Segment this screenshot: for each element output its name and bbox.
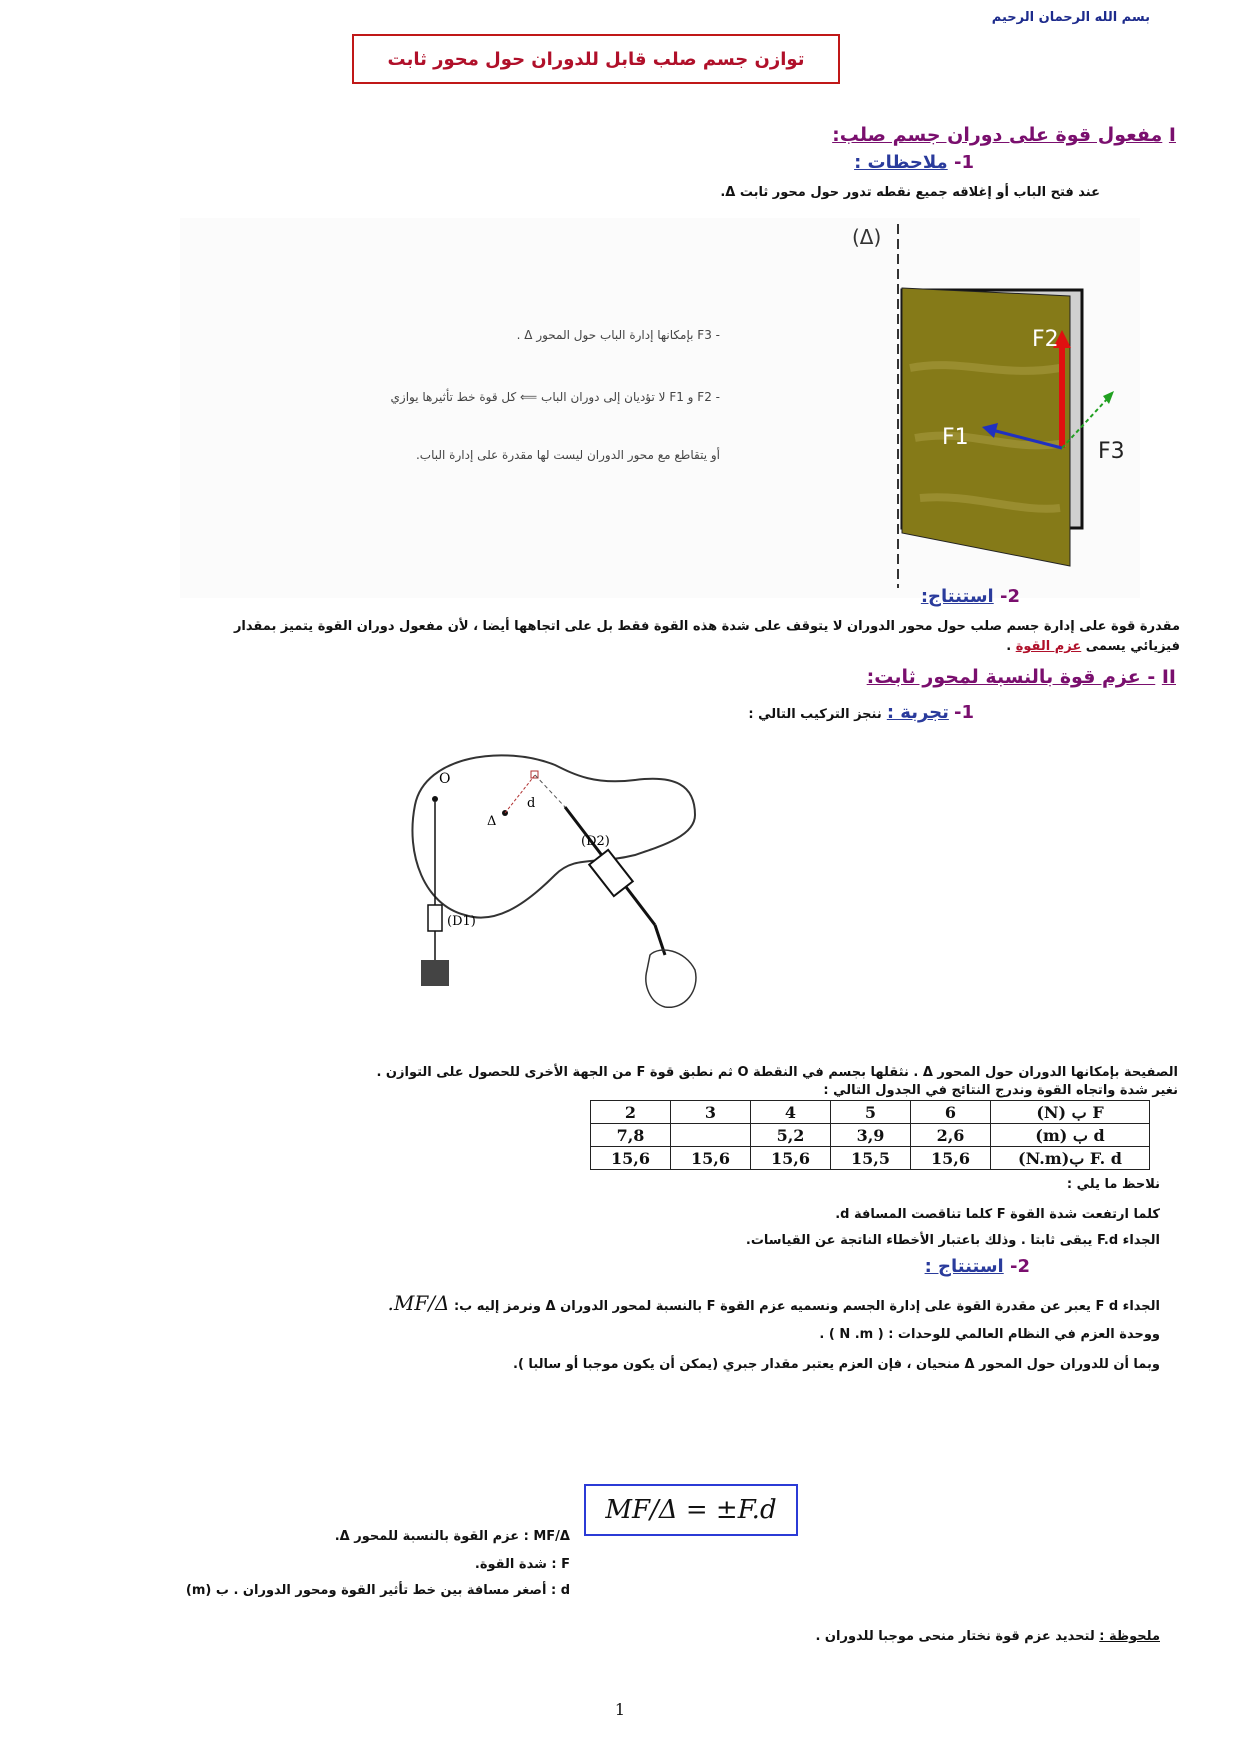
remark — [600, 1628, 1160, 1646]
point-o — [432, 796, 438, 802]
d-label: d — [527, 796, 536, 811]
table-row — [591, 1124, 1150, 1147]
axis-label: (Δ) — [852, 225, 882, 249]
page-number: 1 — [614, 1700, 626, 1719]
dynamometer-d1 — [428, 905, 442, 931]
plate-outline — [412, 755, 695, 917]
deduce-algebraic: وبما أن للدوران حول المحور Δ منحيان ، فإن العزم يعتبر مقدار جبري (يمكن أن يكون موجبا أو سالبا ). — [513, 1357, 1160, 1372]
sub-1-number: 1- — [953, 152, 974, 173]
deduce-line-1 — [120, 1291, 1160, 1316]
deduce-text: الجداء F d يعبر عن مقدرة القوة على إدارة الجسم ونسميه عزم القوة F بالنسبة لمحور الدوران Δ ونرمز إليه ب: — [453, 1299, 1160, 1314]
exp-intro: ننجز التركيب التالي : — [748, 707, 882, 722]
hand-icon — [646, 950, 696, 1007]
table-cell: 5,2 — [751, 1124, 831, 1147]
section-1-number: I — [1168, 124, 1176, 146]
moment-formula: MF/Δ = ±F.d — [584, 1484, 798, 1536]
table-cell: 15,6 — [911, 1147, 991, 1170]
door-note-1: - F3 بإمكانها إدارة الباب حول المحور Δ . — [516, 328, 720, 342]
section-1-title: مفعول قوة على دوران جسم صلب: — [832, 124, 1163, 146]
d2-label: (D2) — [581, 834, 610, 849]
sub-1-title: ملاحظات : — [854, 152, 948, 173]
door-note-3: أو يتقاطع مع محور الدوران ليست لها مقدرة على إدارة الباب. — [415, 448, 720, 462]
row-label: d ب (m) — [991, 1124, 1150, 1147]
table-cell: 7,8 — [591, 1124, 671, 1147]
conclusion-post: . — [1006, 639, 1012, 654]
deduce-heading — [780, 1256, 1030, 1277]
row-label: F ب (N) — [991, 1101, 1150, 1124]
f2-label: F2 — [1032, 327, 1059, 352]
remark-label: ملحوظة : — [1099, 1629, 1160, 1644]
remark-text: لتحديد عزم قوة نختار منحى موجبا للدوران . — [815, 1629, 1095, 1644]
section-1-heading — [600, 124, 1176, 146]
delta-label: Δ — [487, 814, 497, 829]
exp-description: الصفيحة بإمكانها الدوران حول المحور Δ . نثقلها بجسم في النقطة O ثم نطبق قوة F من الجهة الأخرى للحصول على التوازن . — [376, 1065, 1178, 1080]
section-2-title: - عزم قوة بالنسبة لمحور ثابت: — [866, 666, 1156, 688]
def-distance: d : أصغر مسافة بين خط تأثير القوة ومحور الدوران . ب (m) — [185, 1583, 570, 1598]
door-note-2: - F2 و F1 لا تؤديان إلى دوران الباب ⟸ كل قوة خط تأثيرها يوازي — [390, 390, 720, 404]
o-label: O — [439, 771, 451, 787]
table-cell: 3 — [671, 1101, 751, 1124]
conclusion-line-1: مقدرة قوة على إدارة جسم صلب حول محور الدوران لا يتوقف على شدة هذه القوة فقط بل على اتجاهها أيضا ، لأن مفعول دوران القوة يتميز بمقدار — [233, 619, 1180, 634]
table-row — [591, 1147, 1150, 1170]
f3-label: F3 — [1098, 439, 1125, 464]
sub-2-number: 2- — [999, 586, 1020, 607]
torque-term: عزم القوة — [1015, 639, 1082, 654]
force-line-extension — [535, 775, 565, 807]
d1-label: (D1) — [447, 914, 476, 929]
f1-label: F1 — [942, 425, 969, 450]
exp-table-intro: نغير شدة واتجاه القوة وندرج النتائج في الجدول التالي : — [823, 1083, 1178, 1098]
observe-1: كلما ارتفعت شدة القوة F كلما تناقصت المسافة d. — [835, 1207, 1160, 1222]
page-title: توازن جسم صلب قابل للدوران حول محور ثابت — [352, 34, 840, 84]
section-2-heading — [700, 666, 1176, 688]
exp-title: تجربة : — [886, 702, 949, 723]
table-cell: 15,6 — [751, 1147, 831, 1170]
moment-symbol: MF/Δ. — [387, 1291, 450, 1315]
door-figure — [180, 218, 1140, 598]
table-cell: 2,6 — [911, 1124, 991, 1147]
deduce-number: 2- — [1009, 1256, 1030, 1277]
experiment-figure — [395, 745, 815, 1045]
table-cell: 15,5 — [831, 1147, 911, 1170]
def-moment: MF/Δ : عزم القوة بالنسبة للمحور Δ. — [334, 1529, 570, 1544]
results-table — [590, 1100, 1150, 1170]
table-cell — [671, 1124, 751, 1147]
table-cell: 15,6 — [591, 1147, 671, 1170]
observe-2: الجداء F.d يبقى ثابتا . وذلك باعتبار الأخطاء الناتجة عن القياسات. — [745, 1233, 1160, 1248]
table-cell: 5 — [831, 1101, 911, 1124]
deduce-unit: ووحدة العزم في النظام العالمي للوحدات : ( N .m ) . — [819, 1327, 1160, 1342]
table-cell: 15,6 — [671, 1147, 751, 1170]
conclusion-line-2 — [10, 638, 1180, 656]
def-force: F : شدة القوة. — [474, 1557, 570, 1572]
section-2-number: II — [1161, 666, 1176, 688]
table-cell: 4 — [751, 1101, 831, 1124]
sub-2-title: استنتاج: — [920, 586, 994, 607]
conclusion-pre: فيزيائي يسمى — [1085, 639, 1180, 654]
table-cell: 2 — [591, 1101, 671, 1124]
exp-heading — [500, 702, 974, 724]
observe-title: نلاحظ ما يلي : — [1066, 1177, 1160, 1192]
table-row — [591, 1101, 1150, 1124]
basmala: بسم الله الرحمان الرحيم — [991, 10, 1150, 25]
row-label: F. d ب(N.m) — [991, 1147, 1150, 1170]
table-cell: 6 — [911, 1101, 991, 1124]
observation-text: عند فتح الباب أو إغلاقه جميع نقطه تدور حول محور ثابت Δ. — [720, 185, 1100, 200]
exp-number: 1- — [953, 702, 974, 723]
deduce-title: استنتاج : — [924, 1256, 1004, 1277]
sub-2-heading — [820, 586, 1020, 607]
sub-1-heading — [700, 152, 974, 173]
weight-block — [421, 960, 449, 986]
table-cell: 3,9 — [831, 1124, 911, 1147]
